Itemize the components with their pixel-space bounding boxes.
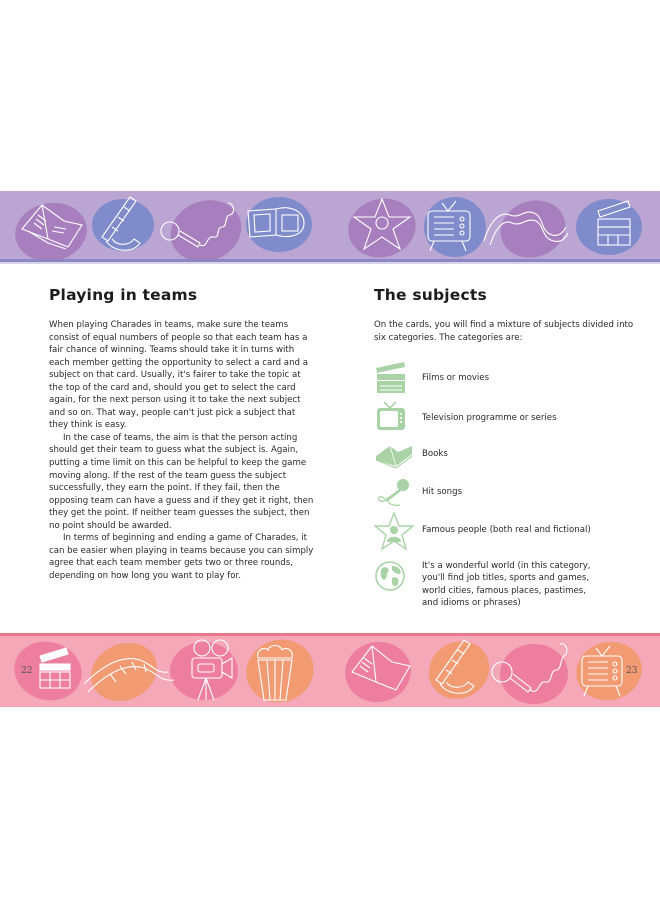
film-strip-icon <box>80 644 180 700</box>
open-book-icon <box>348 640 414 696</box>
page-number-left: 22 <box>21 666 33 676</box>
top-decorative-band <box>0 191 660 259</box>
star-person-icon <box>374 512 414 548</box>
paragraph: In terms of beginning and ending a game of Charades, it can be easier when playing in teams because you can simply agree that each team member gets two or three rounds, depending on how long you want to play for. <box>49 533 314 581</box>
star-icon <box>352 197 412 253</box>
right-page <box>374 286 644 344</box>
film-strip-icon <box>96 195 146 255</box>
television-icon <box>580 640 626 698</box>
clapperboard-icon <box>374 362 414 398</box>
television-icon <box>424 195 474 255</box>
clapperboard-icon <box>594 199 634 249</box>
page-number-right: 23 <box>626 666 638 676</box>
right-page-title: The subjects <box>374 286 487 304</box>
microphone-icon <box>488 638 578 702</box>
paragraph: In the case of teams, the aim is that the person acting should get their team to guess what the subject is. Again, putting a time limit on this can be helpful to keep the game moving along. If the rest of the team guess the subject successfully, they earn the point. If they fail, then the opposing team can have a guess and if they get it right, then they get the point. If neither team guesses the subject, then no point should be awarded. <box>49 432 314 531</box>
left-page <box>49 286 317 582</box>
microphone-icon <box>158 197 242 257</box>
category-label: Books <box>422 449 448 459</box>
right-page-intro: On the cards, you will find a mixture of subjects divided into six categories. The categories are: <box>374 320 634 343</box>
left-page-body <box>49 319 317 582</box>
book-icon <box>374 442 414 478</box>
paragraph: When playing Charades in teams, make sure the teams consist of equal numbers of people so that each team has a fair chance of winning. Teams should take it in turns with each member getting the opportunity to select a card and a subject on that card. Usually, it's fairer to take the topic at the top of the card and, should you get to select the card again, for the next person using it to take the next subject and so on. That way, people can't just pick a subject that they think is easy. <box>49 320 308 431</box>
bottom-decorative-band <box>0 636 660 707</box>
category-label: Television programme or series <box>422 413 557 423</box>
film-strip-icon <box>430 638 480 698</box>
television-icon <box>374 400 414 436</box>
popcorn-icon <box>254 642 296 702</box>
left-page-title: Playing in teams <box>49 286 198 304</box>
clapperboard-icon <box>38 646 72 690</box>
open-book-icon <box>18 199 86 251</box>
top-band-border-light <box>0 262 660 264</box>
globe-icon <box>374 560 414 596</box>
category-label: Famous people (both real and fictional) <box>422 525 591 535</box>
film-strip-curl-icon <box>480 201 570 251</box>
microphone-icon <box>374 477 414 513</box>
category-label: Films or movies <box>422 373 490 383</box>
category-label: Hit songs <box>422 487 463 497</box>
film-reel-icon <box>246 205 306 245</box>
movie-camera-icon <box>188 638 236 702</box>
category-label: It's a wonderful world (in this category, you'll find job titles, sports and games, world cities, famous places, pastimes, and idioms or phrases) <box>422 561 591 609</box>
